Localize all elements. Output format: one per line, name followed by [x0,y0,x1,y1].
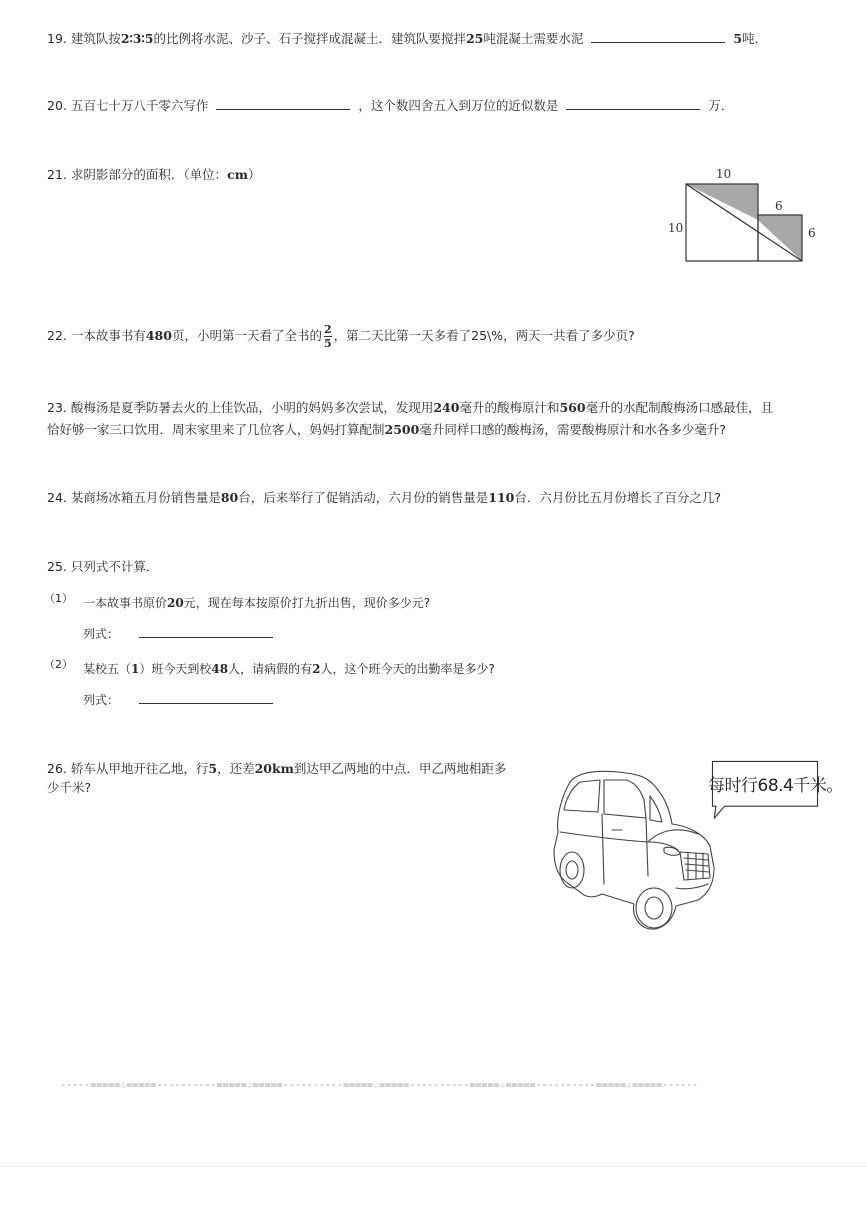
car-illustration [548,766,718,934]
question-24 [47,489,721,507]
q25-p2-value-2: 2 [312,662,321,676]
q20-blank-approx[interactable] [566,96,700,110]
q23-text-e: 毫升同样口感的酸梅汤，需要酸梅原汁和水各多少毫升? [419,422,726,437]
q25-part2-formula [83,690,273,709]
question-23-line-2 [47,421,726,439]
q23-value-560: 560 [559,400,586,415]
q25-p2-class: 1 [131,662,140,676]
q19-middle2: 吨混凝土需要水泥 [483,31,584,46]
q23-text-d: 恰好够一家三口饮用．周末家里来了几位客人，妈妈打算配制 [47,422,385,437]
q23-text-b: 毫升的酸梅原汁和 [459,400,560,415]
q20-suffix: 万． [708,98,734,113]
question-19 [47,29,767,48]
q19-amount: 25 [465,31,484,46]
big-square-shaded-triangle [686,184,758,220]
label-left-10: 10 [668,221,684,235]
q20-blank-write[interactable] [216,96,350,110]
label-small-right-6: 6 [808,226,816,240]
q25-part1-number: （1） [44,592,73,605]
q26-text-c: 到达甲乙两地的中点．甲乙两地相距多 [293,761,507,776]
fraction-denominator: 5 [323,337,332,350]
q24-text-b: 台，后来举行了促销活动，六月份的销售量是 [238,490,489,505]
q25-p2-text-a: 某校五（ [83,662,132,676]
q26-value-5: 5 [208,761,218,776]
q22-middle: 页，小明第一天看了全书的 [171,328,322,343]
q19-middle: 的比例将水泥、沙子、石子搅拌成混凝土．建筑队要搅拌 [153,31,466,46]
q25-p1-formula-label: 列式： [83,627,120,641]
q19-ratio: 2∶3∶5 [120,31,154,46]
question-22 [47,323,635,349]
q22-prefix: 22. 一本故事书有 [47,328,146,343]
q26-text-b: ，还差 [217,761,255,776]
q24-text-a: 24. 某商场冰箱五月份销售量是 [47,490,221,505]
question-21 [47,166,260,184]
question-23-line-1 [47,399,773,417]
q25-p2-formula-blank[interactable] [139,690,273,704]
q20-middle: ，这个数四舍五入到万位的近似数是 [358,98,559,113]
q23-text-a: 23. 酸梅汤是夏季防暑去火的上佳饮品，小明的妈妈多次尝试，发现用 [47,400,434,415]
q20-prefix: 20. 五百七十万八千零六写作 [47,98,209,113]
q19-suffix: 吨． [742,31,768,46]
q25-p2-text-d: 人，这个班今天的出勤率是多少? [320,662,495,676]
question-26-line-1 [47,760,506,778]
q25-p2-text-b: ）班今天到校 [139,662,212,676]
question-26-line-2: 少千米? [47,780,92,795]
q19-answer-blank[interactable] [591,29,725,43]
shaded-area-figure [664,164,834,268]
q26-text-a: 26. 轿车从甲地开往乙地，行 [47,761,209,776]
label-top-10: 10 [716,167,732,181]
q25-p1-text-a: 一本故事书原价 [83,596,168,610]
q21-close: ） [247,167,261,182]
q22-suffix: ，第二天比第一天多看了25\%，两天一共看了多少页? [333,328,635,343]
q24-value-80: 80 [220,490,239,505]
q24-value-110: 110 [488,490,515,505]
q25-part1-question [83,594,430,612]
q26-value-20km: 20km [254,761,294,776]
q24-text-c: 台．六月份比五月份增长了百分之几? [514,490,722,505]
q19-prefix: 19. 建筑队按 [47,31,121,46]
q22-fraction [324,324,332,349]
q21-text: 21. 求阴影部分的面积．（单位： [47,167,228,182]
q23-value-2500: 2500 [384,422,420,437]
q25-p1-formula-blank[interactable] [139,624,273,638]
q25-part2-question [83,660,495,678]
q25-p2-text-c: 人，请病假的有 [228,662,313,676]
q25-p1-text-b: 元，现在每本按原价打九折出售，现价多少元? [183,596,431,610]
question-20 [47,96,733,115]
q21-unit: cm [227,167,248,182]
speech-bubble-text: 每时行68.4千米。 [708,776,843,796]
q23-text-c: 毫升的水配制酸梅汤口感最佳，且 [585,400,774,415]
q25-part1-formula [83,624,273,643]
q25-p2-formula-label: 列式： [83,693,120,707]
label-small-top-6: 6 [775,199,783,213]
question-25-title: 25. 只列式不计算． [47,559,159,574]
q25-p1-value-20: 20 [167,596,184,610]
fraction-numerator: 2 [323,323,332,336]
q25-p2-value-48: 48 [211,662,229,676]
q23-value-240: 240 [433,400,460,415]
q19-answer-number: 5 [733,31,743,46]
footer-divider: -----=====☆=====----------=====☆=====----------=====☆=====----------=====☆=====----------=====☆=====------ [60,1080,699,1091]
page-bottom-rule [0,1166,867,1167]
q22-pages: 480 [145,328,172,343]
q25-part2-number: （2） [44,658,73,671]
